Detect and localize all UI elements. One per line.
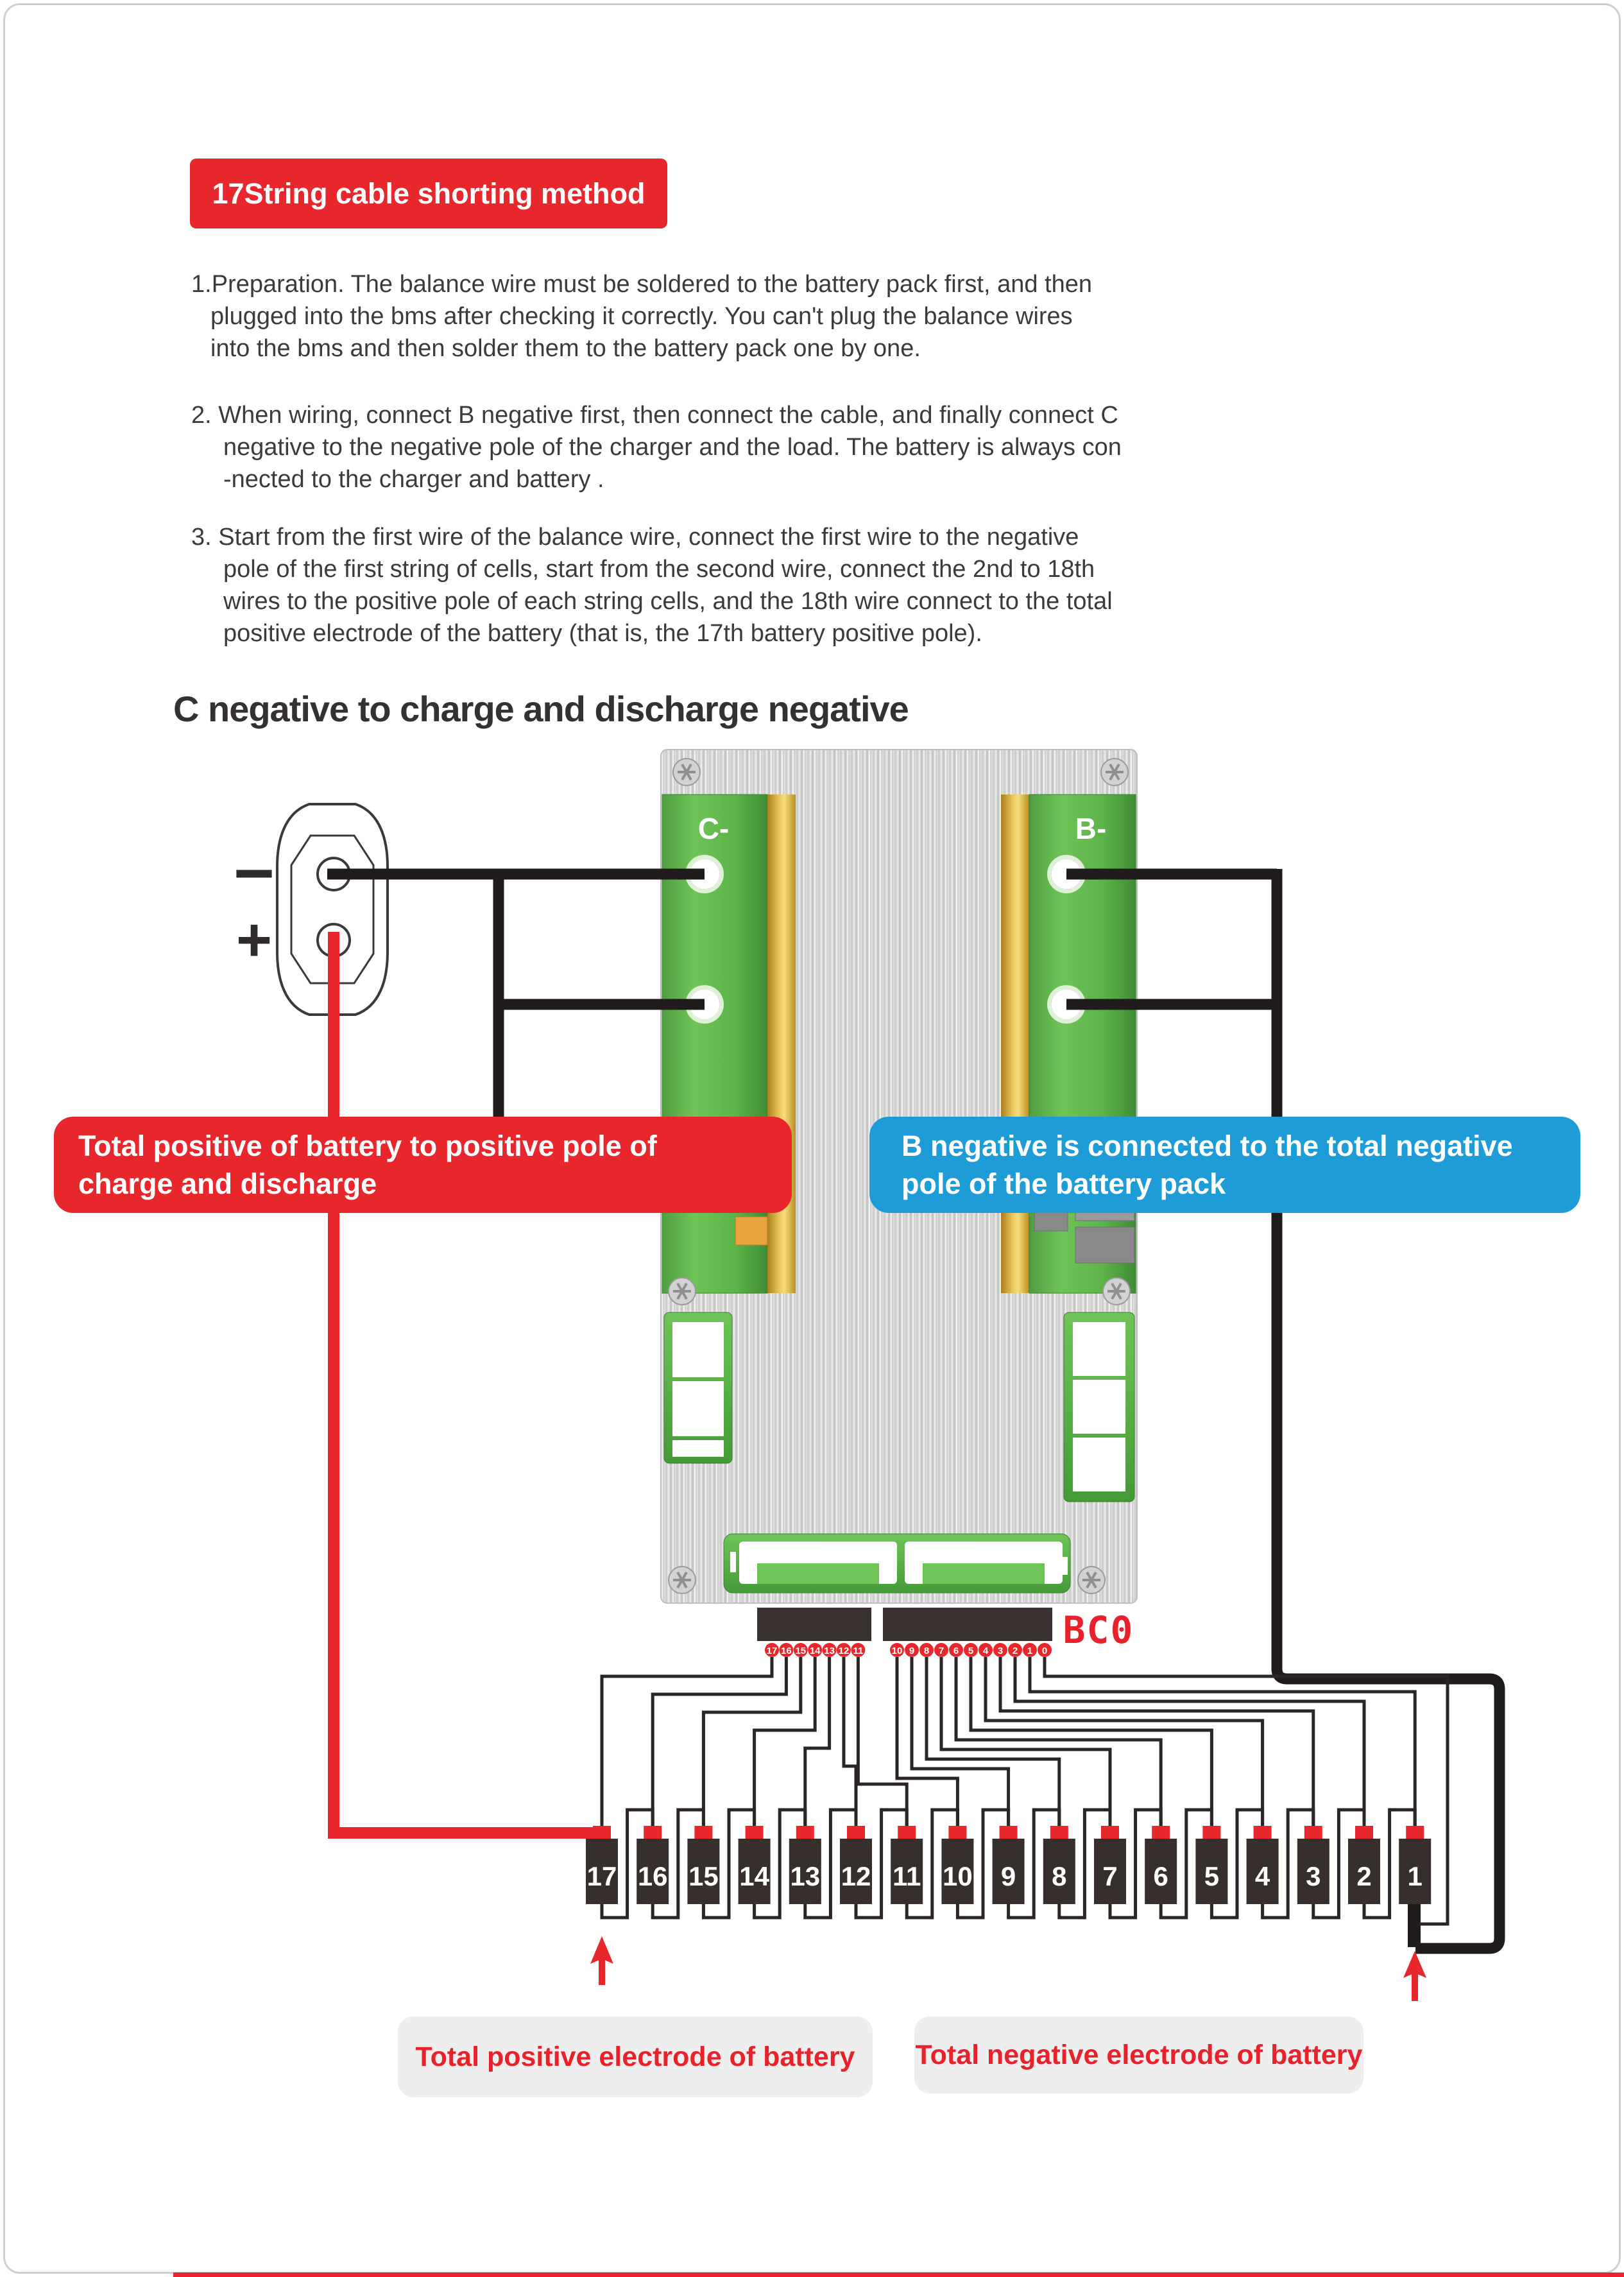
balance-connector-left [757, 1608, 871, 1641]
battery-positive-cap [898, 1826, 916, 1839]
instruction-3-line: wires to the positive pole of each string cells, and the 18th wire connect to the total [223, 588, 1113, 615]
battery-number: 8 [1052, 1861, 1067, 1891]
label-total-negative-electrode: Total negative electrode of battery [914, 2016, 1363, 2093]
instruction-3-line: positive electrode of the battery (that is, the 17th battery positive pole). [223, 620, 982, 647]
socket-mark [1061, 1557, 1068, 1575]
battery-positive-cap [746, 1826, 764, 1839]
battery-positive-cap [1101, 1826, 1119, 1839]
header-slot [1073, 1322, 1125, 1376]
balance-wire [844, 1657, 856, 1826]
instruction-2-line: 2. When wiring, connect B negative first, then connect the cable, and finally connect C [191, 402, 1118, 429]
plus-symbol: + [235, 906, 273, 974]
pin-number: 4 [982, 1645, 989, 1656]
battery-positive-cap [1254, 1826, 1272, 1839]
battery-number: 3 [1306, 1861, 1321, 1891]
battery-number: 6 [1153, 1861, 1168, 1891]
component-orange [735, 1217, 767, 1245]
instruction-1-line: 1.Preparation. The balance wire must be soldered to the battery pack first, and then [191, 271, 1092, 298]
pin-number: 16 [781, 1645, 792, 1656]
battery-positive-cap [1355, 1826, 1373, 1839]
instruction-2-line: -nected to the charger and battery . [223, 466, 604, 493]
pin-number: 8 [923, 1645, 930, 1656]
battery-positive-cap [1406, 1826, 1424, 1839]
header-slot [672, 1440, 724, 1457]
socket-key [923, 1563, 1045, 1584]
battery-number: 2 [1356, 1861, 1372, 1891]
up-arrow-stem [599, 1959, 605, 1985]
callout-line: charge and discharge [78, 1167, 377, 1200]
battery-positive-cap [948, 1826, 966, 1839]
pin-number: 13 [824, 1645, 835, 1656]
pin-number: 15 [795, 1645, 807, 1656]
battery-number: 17 [586, 1861, 617, 1891]
pin-number: 5 [968, 1645, 974, 1656]
section-badge: 17String cable shorting method [190, 159, 667, 228]
callout-total-positive [54, 1117, 792, 1213]
instruction-1 [191, 268, 1282, 365]
pin-number: 7 [938, 1645, 944, 1656]
battery-positive-cap [847, 1826, 865, 1839]
instruction-3-line: pole of the first string of cells, start from the second wire, connect the 2nd to 18th [223, 556, 1095, 583]
instruction-2 [191, 399, 1282, 495]
instruction-1-line: into the bms and then solder them to the battery pack one by one. [210, 335, 921, 362]
power-wire-positive [334, 932, 611, 1833]
battery-number: 4 [1254, 1861, 1270, 1891]
next-section-edge [173, 2273, 1624, 2277]
battery-number: 12 [841, 1861, 871, 1891]
battery-number: 14 [739, 1861, 769, 1891]
component-mosfet [1075, 1227, 1134, 1263]
pin-number: 10 [891, 1645, 903, 1656]
label-total-positive-electrode: Total positive electrode of battery [398, 2016, 873, 2097]
balance-wire [805, 1657, 830, 1826]
battery-number: 1 [1407, 1861, 1423, 1891]
diagram-title: C negative to charge and discharge negative [173, 689, 909, 729]
battery-positive-cap [694, 1826, 712, 1839]
instruction-3 [191, 521, 1282, 649]
b-minus-busbar [1001, 795, 1029, 1293]
balance-wire [602, 1657, 772, 1826]
c-minus-busbar [767, 795, 796, 1293]
callout-line: pole of the battery pack [902, 1167, 1226, 1200]
callout-b-negative [869, 1117, 1580, 1213]
battery-positive-cap [1152, 1826, 1170, 1839]
battery-positive-cap [1304, 1826, 1322, 1839]
balance-wire [858, 1657, 907, 1826]
pin-number: 6 [953, 1645, 959, 1656]
pin-number: 2 [1012, 1645, 1018, 1656]
balance-wire [653, 1657, 786, 1826]
b-minus-label: B- [1075, 812, 1107, 845]
battery-number: 9 [1000, 1861, 1016, 1891]
minus-symbol: − [233, 834, 275, 913]
pin-number: 3 [997, 1645, 1004, 1656]
power-wire-negative [1277, 869, 1500, 1948]
c-minus-label: C- [697, 812, 730, 845]
battery-number: 7 [1102, 1861, 1118, 1891]
header-slot [672, 1322, 724, 1377]
up-arrow-stem [1412, 1973, 1418, 2001]
pin-number: 0 [1041, 1645, 1048, 1656]
callout-line: B negative is connected to the total negative [902, 1129, 1513, 1162]
header-slot [1073, 1380, 1125, 1434]
battery-number: 11 [892, 1861, 921, 1891]
header-slot [1073, 1438, 1125, 1491]
pin-number: 1 [1027, 1645, 1033, 1656]
battery-number: 15 [688, 1861, 719, 1891]
pin-number: 11 [853, 1645, 864, 1656]
bc0-label: BC0 [1063, 1608, 1134, 1652]
pin-number: 9 [909, 1645, 915, 1656]
battery-positive-cap [796, 1826, 814, 1839]
socket-mark [730, 1552, 736, 1572]
pin-number: 17 [766, 1645, 778, 1656]
header-slot [672, 1381, 724, 1436]
battery-number: 10 [943, 1861, 973, 1891]
battery-number: 16 [637, 1861, 668, 1891]
instruction-2-line: negative to the negative pole of the charger and the load. The battery is always con [223, 434, 1122, 461]
balance-connector-right [883, 1608, 1052, 1641]
battery-number: 13 [790, 1861, 821, 1891]
instruction-1-line: plugged into the bms after checking it correctly. You can't plug the balance wires [210, 303, 1073, 330]
callout-line: Total positive of battery to positive pole of [78, 1129, 657, 1162]
pin-number: 14 [809, 1645, 821, 1656]
battery-positive-cap [1050, 1826, 1068, 1839]
battery-positive-cap [1000, 1826, 1018, 1839]
battery-positive-cap [644, 1826, 662, 1839]
battery-number: 5 [1204, 1861, 1220, 1891]
battery-positive-cap [593, 1826, 611, 1839]
pin-number: 12 [838, 1645, 850, 1656]
socket-key [757, 1563, 879, 1584]
instruction-3-line: 3. Start from the first wire of the balance wire, connect the first wire to the negative [191, 524, 1079, 551]
battery-positive-cap [1202, 1826, 1220, 1839]
